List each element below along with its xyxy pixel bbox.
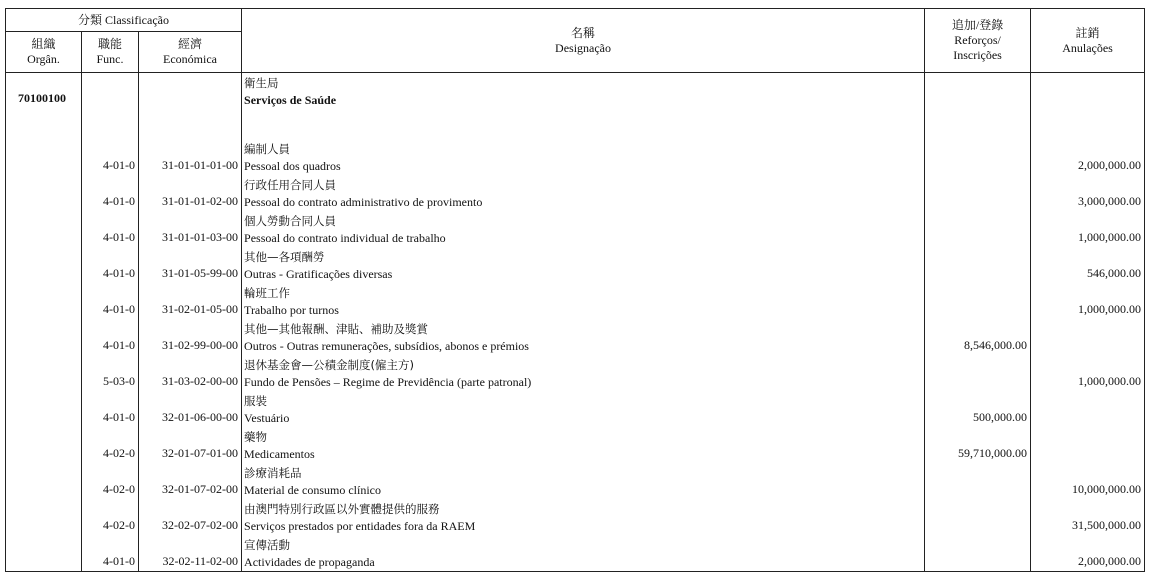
designation-zh: 輪班工作	[244, 286, 291, 300]
table-row	[6, 535, 1145, 572]
organ-add-cell	[925, 73, 1031, 140]
designation-zh: 其他—其他報酬、津貼、補助及獎賞	[244, 322, 429, 336]
functional-code: 4-02-0	[82, 427, 139, 463]
designation-zh: 編制人員	[244, 142, 291, 156]
designation-pt: Serviços prestados por entidades fora da RAEM	[244, 519, 476, 533]
organic-cell	[6, 391, 82, 427]
designation-pt: Material de consumo clínico	[244, 483, 381, 497]
additions-amount	[925, 175, 1031, 211]
designation-zh: 宣傳活動	[244, 538, 291, 552]
economic-code: 32-01-07-01-00	[139, 427, 242, 463]
designation-cell	[242, 175, 925, 211]
functional-header-pt: Func.	[96, 52, 124, 66]
economic-code: 32-02-11-02-00	[139, 535, 242, 572]
designation-pt: Medicamentos	[244, 447, 315, 461]
designation-zh: 其他—各項酬勞	[244, 250, 325, 264]
organ-eco-cell	[139, 73, 242, 140]
designation-zh: 服裝	[244, 394, 268, 408]
functional-code: 4-01-0	[82, 283, 139, 319]
economic-code: 31-01-01-03-00	[139, 211, 242, 247]
designation-pt: Vestuário	[244, 411, 290, 425]
additions-amount	[925, 211, 1031, 247]
designation-cell	[242, 139, 925, 175]
additions-amount	[925, 355, 1031, 391]
designation-pt: Pessoal do contrato administrativo de provimento	[244, 195, 483, 209]
cancellations-header	[1031, 9, 1145, 73]
cancellations-amount: 3,000,000.00	[1031, 175, 1145, 211]
table-row	[6, 247, 1145, 283]
table-row	[6, 463, 1145, 499]
economic-code: 31-03-02-00-00	[139, 355, 242, 391]
functional-code: 4-01-0	[82, 247, 139, 283]
designation-zh: 由澳門特別行政區以外實體提供的服務	[244, 502, 440, 516]
cancellations-header-pt: Anulações	[1062, 40, 1113, 55]
organic-cell	[6, 427, 82, 463]
cancellations-amount: 10,000,000.00	[1031, 463, 1145, 499]
organic-cell	[6, 283, 82, 319]
designation-pt: Pessoal do contrato individual de trabalho	[244, 231, 446, 245]
additions-amount: 500,000.00	[925, 391, 1031, 427]
cancellations-amount: 1,000,000.00	[1031, 211, 1145, 247]
organic-header-pt: Orgân.	[27, 52, 60, 66]
organ-code: 70100100	[6, 73, 82, 140]
designation-zh: 藥物	[244, 430, 268, 444]
organic-cell	[6, 355, 82, 391]
additions-amount	[925, 139, 1031, 175]
economic-header	[139, 32, 242, 73]
additions-header	[925, 9, 1031, 73]
organic-cell	[6, 463, 82, 499]
economic-code: 31-01-01-02-00	[139, 175, 242, 211]
designation-zh: 個人勞動合同人員	[244, 214, 337, 228]
functional-code: 5-03-0	[82, 355, 139, 391]
designation-pt: Pessoal dos quadros	[244, 159, 341, 173]
functional-header-zh: 職能	[97, 37, 122, 51]
economic-code: 32-02-07-02-00	[139, 499, 242, 535]
budget-table	[5, 8, 1145, 572]
designation-cell	[242, 463, 925, 499]
organic-cell	[6, 535, 82, 572]
additions-amount	[925, 283, 1031, 319]
table-row	[6, 139, 1145, 175]
designation-cell	[242, 283, 925, 319]
cancellations-amount: 2,000,000.00	[1031, 139, 1145, 175]
table-row	[6, 427, 1145, 463]
functional-code: 4-01-0	[82, 211, 139, 247]
designation-cell	[242, 355, 925, 391]
designation-cell	[242, 499, 925, 535]
functional-code: 4-01-0	[82, 535, 139, 572]
functional-code: 4-01-0	[82, 139, 139, 175]
designation-pt: Actividades de propaganda	[244, 555, 375, 569]
economic-code: 31-01-05-99-00	[139, 247, 242, 283]
additions-amount: 8,546,000.00	[925, 319, 1031, 355]
designation-cell	[242, 535, 925, 572]
designation-header-pt: Designação	[555, 40, 612, 55]
additions-amount	[925, 247, 1031, 283]
economic-header-pt: Económica	[163, 52, 217, 66]
organic-cell	[6, 139, 82, 175]
table-row	[6, 283, 1145, 319]
economic-code: 31-02-01-05-00	[139, 283, 242, 319]
designation-zh: 行政任用合同人員	[244, 178, 337, 192]
organ-name-zh: 衛生局	[244, 76, 279, 90]
cancellations-amount: 2,000,000.00	[1031, 535, 1145, 572]
table-row	[6, 499, 1145, 535]
classification-header: 分類 Classificação	[6, 9, 242, 32]
functional-header	[82, 32, 139, 73]
economic-code: 31-02-99-00-00	[139, 319, 242, 355]
table-row	[6, 355, 1145, 391]
organ-designation	[242, 73, 925, 140]
cancellations-amount	[1031, 391, 1145, 427]
designation-zh: 診療消耗品	[244, 466, 302, 480]
designation-cell	[242, 247, 925, 283]
cancellations-amount: 1,000,000.00	[1031, 283, 1145, 319]
cancellations-amount: 1,000,000.00	[1031, 355, 1145, 391]
organic-header-zh: 組織	[31, 37, 56, 51]
additions-amount: 59,710,000.00	[925, 427, 1031, 463]
functional-code: 4-01-0	[82, 175, 139, 211]
economic-code: 31-01-01-01-00	[139, 139, 242, 175]
designation-pt: Outros - Outras remunerações, subsídios, abonos e prémios	[244, 339, 529, 353]
cancellations-amount: 546,000.00	[1031, 247, 1145, 283]
economic-code: 32-01-06-00-00	[139, 391, 242, 427]
cancellations-header-zh: 註銷	[1075, 25, 1100, 40]
economic-header-zh: 經濟	[178, 37, 203, 51]
designation-cell	[242, 391, 925, 427]
organic-cell	[6, 499, 82, 535]
organ-name-pt: Serviços de Saúde	[244, 93, 337, 107]
cancellations-amount	[1031, 427, 1145, 463]
economic-code: 32-01-07-02-00	[139, 463, 242, 499]
table-row	[6, 391, 1145, 427]
organ-row	[6, 73, 1145, 140]
organ-func-cell	[82, 73, 139, 140]
cancellations-amount	[1031, 319, 1145, 355]
designation-cell	[242, 211, 925, 247]
additions-header-zh: 追加/登錄	[951, 18, 1004, 32]
organic-cell	[6, 175, 82, 211]
table-row	[6, 319, 1145, 355]
table-row	[6, 211, 1145, 247]
additions-header-pt2: Inscrições	[953, 48, 1002, 62]
organic-cell	[6, 319, 82, 355]
additions-amount	[925, 499, 1031, 535]
designation-pt: Trabalho por turnos	[244, 303, 339, 317]
designation-zh: 退休基金會—公積金制度(僱主方)	[244, 358, 415, 372]
functional-code: 4-01-0	[82, 391, 139, 427]
organ-cancel-cell	[1031, 73, 1145, 140]
table-row	[6, 175, 1145, 211]
functional-code: 4-01-0	[82, 319, 139, 355]
additions-header-pt1: Reforços/	[954, 33, 1001, 47]
designation-header-zh: 名稱	[571, 25, 596, 40]
organic-cell	[6, 247, 82, 283]
designation-cell	[242, 319, 925, 355]
designation-cell	[242, 427, 925, 463]
organic-cell	[6, 211, 82, 247]
functional-code: 4-02-0	[82, 463, 139, 499]
additions-amount	[925, 535, 1031, 572]
designation-pt: Fundo de Pensões – Regime de Previdência (parte patronal)	[244, 375, 532, 389]
designation-pt: Outras - Gratificações diversas	[244, 267, 393, 281]
cancellations-amount: 31,500,000.00	[1031, 499, 1145, 535]
additions-amount	[925, 463, 1031, 499]
organic-header	[6, 32, 82, 73]
designation-header	[242, 9, 925, 73]
functional-code: 4-02-0	[82, 499, 139, 535]
